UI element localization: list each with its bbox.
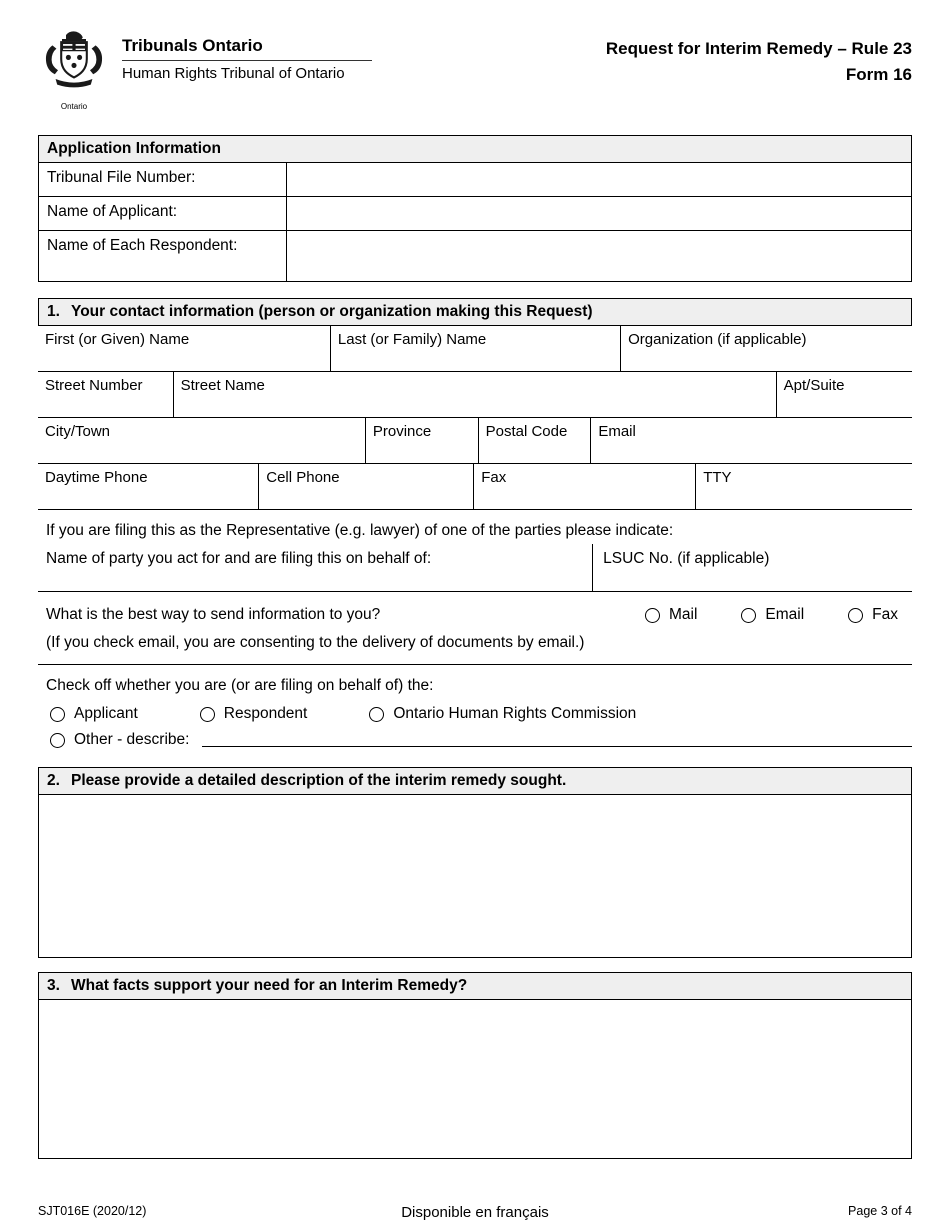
other-describe-input[interactable] <box>202 733 912 747</box>
respondent-names-label: Name of Each Respondent: <box>39 231 287 281</box>
applicant-radio[interactable] <box>50 707 65 722</box>
section2-header <box>39 768 911 795</box>
contact-row-name <box>38 326 912 372</box>
table-row <box>39 163 911 197</box>
mail-radio[interactable] <box>645 608 660 623</box>
tribunal-file-number-label: Tribunal File Number: <box>39 163 287 196</box>
tribunal-file-number-input[interactable] <box>287 163 911 196</box>
city-town-label: City/Town <box>45 423 111 440</box>
org-name: Tribunals Ontario <box>122 36 372 61</box>
cell-phone-field[interactable] <box>258 464 473 509</box>
logo-caption: Ontario <box>60 102 88 111</box>
contact-row-street <box>38 372 912 418</box>
representative-note: If you are filing this as the Representative (e.g. lawyer) of one of the parties please indicate: <box>46 522 674 539</box>
best-way-question: What is the best way to send information to you? <box>46 606 381 623</box>
street-name-label: Street Name <box>180 377 265 394</box>
applicant-name-input[interactable] <box>287 197 911 230</box>
language-note: Disponible en français <box>401 1204 549 1221</box>
daytime-phone-label: Daytime Phone <box>45 469 148 486</box>
page-footer <box>38 1204 912 1221</box>
org-titles <box>122 28 372 82</box>
section2 <box>38 767 912 958</box>
org-subtitle: Human Rights Tribunal of Ontario <box>122 65 345 82</box>
street-name-field[interactable] <box>173 372 776 417</box>
postal-code-label: Postal Code <box>485 423 568 440</box>
first-name-label: First (or Given) Name <box>45 331 190 348</box>
contact-row-phone <box>38 464 912 510</box>
postal-code-field[interactable] <box>478 418 591 463</box>
section3-number: 3. <box>47 977 60 994</box>
respondent-radio-label: Respondent <box>223 705 308 722</box>
email-consent-note: (If you check email, you are consenting to the delivery of documents by email.) <box>38 626 912 665</box>
organization-label: Organization (if applicable) <box>628 331 807 348</box>
fax-radio[interactable] <box>848 608 863 623</box>
page-number: Page 3 of 4 <box>848 1204 912 1218</box>
section1-number: 1. <box>47 303 60 320</box>
role-option-respondent <box>200 705 308 723</box>
section2-number: 2. <box>47 772 60 789</box>
fax-radio-label: Fax <box>872 606 898 623</box>
application-information-header: Application Information <box>39 136 911 163</box>
role-option-ohrc <box>369 705 636 723</box>
city-town-field[interactable] <box>38 418 365 463</box>
street-number-field[interactable] <box>38 372 173 417</box>
best-way-option-fax <box>848 606 898 624</box>
ontario-coat-of-arms-logo <box>42 85 106 102</box>
lsuc-no-field[interactable] <box>592 544 912 591</box>
party-name-field[interactable] <box>38 544 592 591</box>
respondent-names-input[interactable] <box>287 231 911 281</box>
check-off-label: Check off whether you are (or are filing on behalf of) the: <box>46 677 434 694</box>
daytime-phone-field[interactable] <box>38 464 258 509</box>
ohrc-radio[interactable] <box>369 707 384 722</box>
mail-radio-label: Mail <box>668 606 698 623</box>
apt-suite-label: Apt/Suite <box>783 377 845 394</box>
section3-header <box>39 973 911 1000</box>
section1-title: Your contact information (person or organization making this Request) <box>71 303 593 320</box>
last-name-label: Last (or Family) Name <box>337 331 487 348</box>
email-field[interactable] <box>590 418 912 463</box>
fax-label: Fax <box>481 469 507 486</box>
applicant-name-label: Name of Applicant: <box>39 197 287 230</box>
section2-title: Please provide a detailed description of the interim remedy sought. <box>71 772 567 789</box>
form-title: Request for Interim Remedy – Rule 23 <box>605 39 912 58</box>
best-way-option-email <box>741 606 804 624</box>
ohrc-radio-label: Ontario Human Rights Commission <box>393 705 637 722</box>
apt-suite-field[interactable] <box>776 372 912 417</box>
section3-title: What facts support your need for an Interim Remedy? <box>71 977 468 994</box>
section3 <box>38 972 912 1159</box>
tty-label: TTY <box>703 469 732 486</box>
form-number: Form 16 <box>845 64 912 84</box>
role-option-other <box>38 723 912 749</box>
role-options-row <box>38 697 912 723</box>
best-way-option-mail <box>645 606 697 624</box>
party-name-label: Name of party you act for and are filing this on behalf of: <box>46 550 432 567</box>
table-row <box>39 197 911 231</box>
contact-row-city <box>38 418 912 464</box>
logo-block <box>38 28 110 111</box>
province-field[interactable] <box>365 418 478 463</box>
street-number-label: Street Number <box>45 377 143 394</box>
other-radio[interactable] <box>50 733 65 748</box>
cell-phone-label: Cell Phone <box>266 469 340 486</box>
province-label: Province <box>372 423 432 440</box>
first-name-field[interactable] <box>38 326 330 371</box>
application-information-table <box>38 135 912 282</box>
form-titles <box>606 28 912 87</box>
form-code: SJT016E (2020/12) <box>38 1204 147 1218</box>
email-radio-label: Email <box>765 606 805 623</box>
other-radio-label: Other - describe: <box>74 731 190 748</box>
lsuc-no-label: LSUC No. (if applicable) <box>603 550 770 567</box>
page-header <box>38 28 912 111</box>
interim-remedy-description-textarea[interactable] <box>39 795 911 957</box>
email-label: Email <box>598 423 636 440</box>
best-way-options <box>645 606 912 624</box>
respondent-radio[interactable] <box>200 707 215 722</box>
last-name-field[interactable] <box>330 326 620 371</box>
applicant-radio-label: Applicant <box>74 705 138 722</box>
email-radio[interactable] <box>741 608 756 623</box>
representative-row <box>38 544 912 592</box>
organization-field[interactable] <box>620 326 912 371</box>
tty-field[interactable] <box>695 464 912 509</box>
role-option-applicant <box>50 705 138 723</box>
best-way-row <box>38 592 912 626</box>
supporting-facts-textarea[interactable] <box>39 1000 911 1158</box>
section1-header <box>38 298 912 326</box>
fax-field[interactable] <box>473 464 695 509</box>
table-row <box>39 231 911 281</box>
